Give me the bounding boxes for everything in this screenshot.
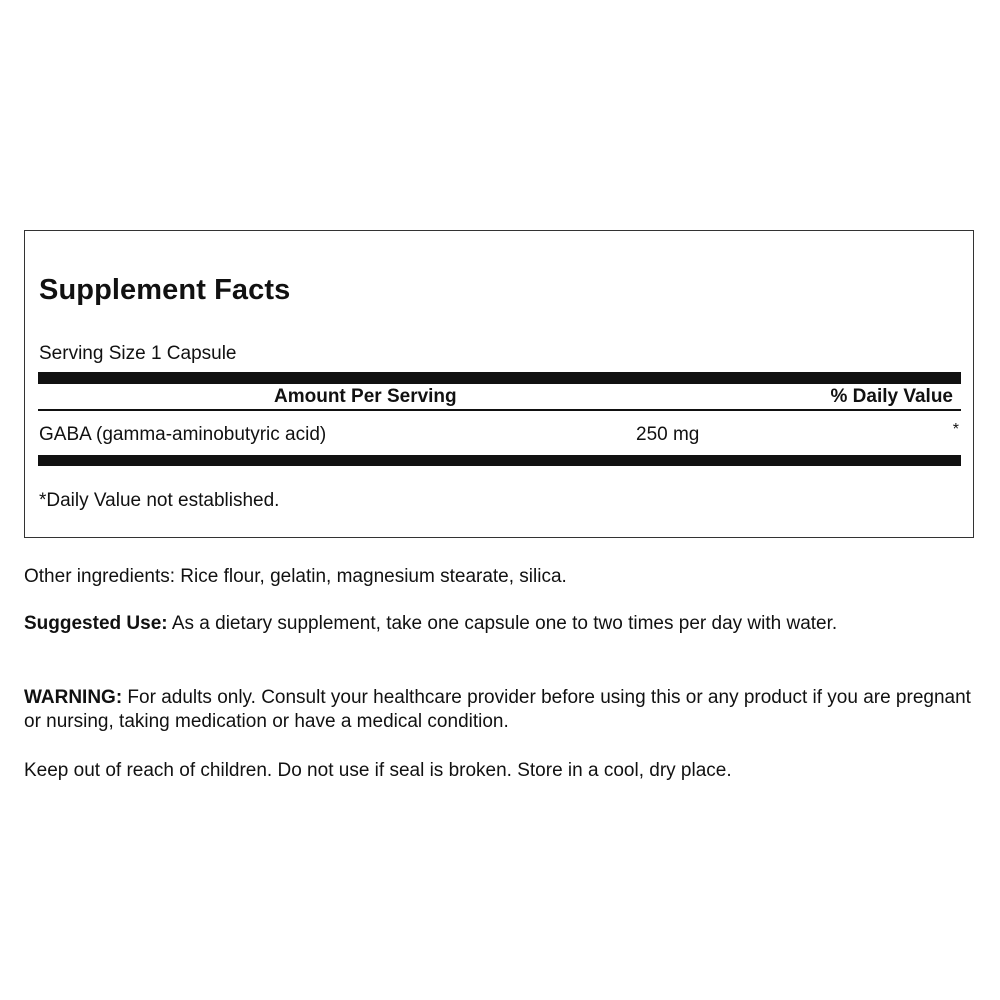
serving-size: Serving Size 1 Capsule: [39, 343, 237, 364]
warning: [24, 686, 974, 734]
thick-divider-top: [38, 372, 961, 384]
nutrient-daily-value: *: [952, 421, 959, 438]
thick-divider-bottom: [38, 455, 961, 466]
warning-text: For adults only. Consult your healthcare provider before using this or any product if you are pregnant or nursing, taking medication or have a medical condition.: [24, 687, 971, 732]
daily-value-header: % Daily Value: [830, 386, 953, 407]
daily-value-footnote: *Daily Value not established.: [39, 490, 280, 511]
nutrient-name: GABA (gamma-aminobutyric acid): [39, 424, 327, 445]
warning-label: WARNING:: [24, 687, 123, 708]
suggested-use-label: Suggested Use:: [24, 613, 168, 634]
other-ingredients: Other ingredients: Rice flour, gelatin, magnesium stearate, silica.: [24, 566, 567, 587]
thin-divider: [38, 409, 961, 411]
suggested-use-text: As a dietary supplement, take one capsule one to two times per day with water.: [167, 613, 838, 634]
supplement-facts-panel: [24, 230, 974, 538]
suggested-use: [24, 612, 974, 636]
nutrient-amount: 250 mg: [636, 424, 700, 445]
facts-title: Supplement Facts: [39, 274, 291, 306]
storage-instructions: Keep out of reach of children. Do not use if seal is broken. Store in a cool, dry place.: [24, 760, 732, 781]
amount-per-serving-header: Amount Per Serving: [274, 386, 457, 407]
